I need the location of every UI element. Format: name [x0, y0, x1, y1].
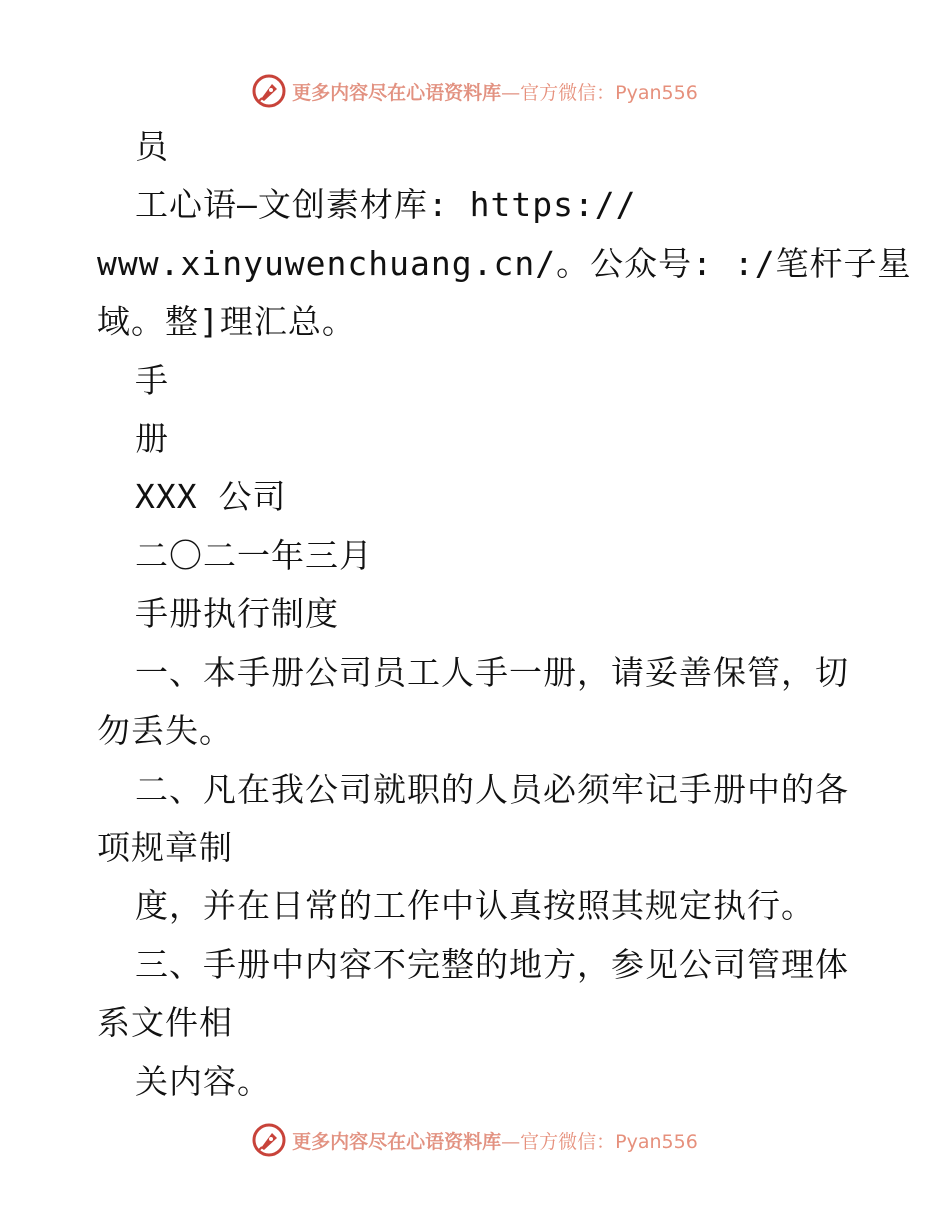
header-watermark-banner — [0, 71, 950, 111]
text-line: 度，并在日常的工作中认真按照其规定执行。 — [135, 886, 815, 925]
header-banner-title: 更多内容尽在心语资料库 — [292, 81, 502, 104]
text-line: XXX 公司 — [135, 477, 287, 516]
text-line: 二、凡在我公司就职的人员必须牢记手册中的各 — [135, 770, 849, 809]
pen-nib-logo-icon — [252, 74, 286, 108]
text-line: 勿丢失。 — [97, 711, 233, 750]
text-line: www.xinyuwenchuang.cn/。公众号: :/笔杆子星 — [97, 244, 912, 283]
text-line: 工心语—文创素材库: https:// — [135, 185, 637, 224]
header-banner-dash: — — [501, 81, 521, 104]
text-line: 员 — [135, 127, 169, 166]
text-line: 关内容。 — [135, 1062, 271, 1101]
footer-banner-title: 更多内容尽在心语资料库 — [292, 1130, 502, 1153]
text-line: 域。整]理汇总。 — [97, 302, 356, 341]
text-line: 手 — [135, 361, 169, 400]
text-line: 册 — [135, 419, 169, 458]
text-line: 三、手册中内容不完整的地方，参见公司管理体 — [135, 945, 849, 984]
header-banner-text — [292, 78, 698, 105]
header-banner-wechat: 官方微信：Pyan556 — [520, 81, 698, 104]
footer-banner-text — [292, 1127, 698, 1154]
pen-nib-logo-icon — [252, 1123, 286, 1157]
text-line: 系文件相 — [97, 1003, 233, 1042]
text-line: 项规章制 — [97, 828, 233, 867]
footer-watermark-banner — [0, 1120, 950, 1160]
footer-banner-dash: — — [501, 1130, 521, 1153]
text-line: 二〇二一年三月 — [135, 536, 373, 575]
section-title: 手册执行制度 — [135, 594, 339, 633]
footer-banner-wechat: 官方微信：Pyan556 — [520, 1130, 698, 1153]
text-line: 一、本手册公司员工人手一册，请妥善保管，切 — [135, 653, 849, 692]
